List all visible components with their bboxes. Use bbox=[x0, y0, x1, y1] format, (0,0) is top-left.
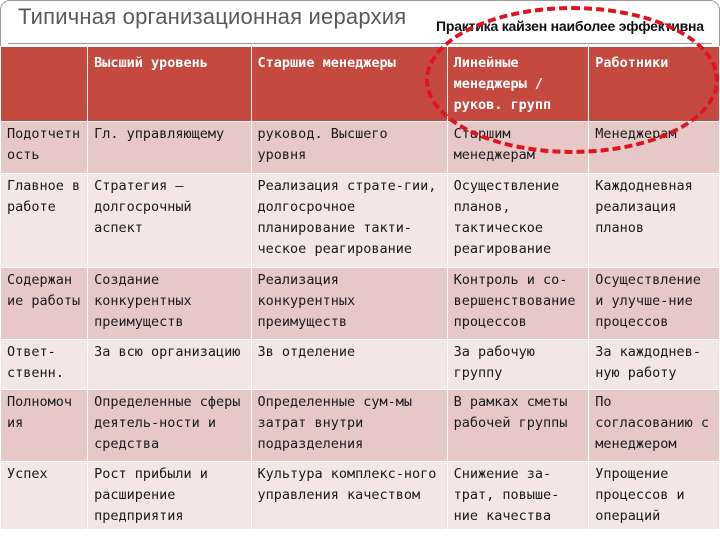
table-row bbox=[1, 462, 720, 530]
page-title: Типичная организационная иерархия bbox=[18, 4, 407, 29]
row-label: Подотчетн ость bbox=[1, 122, 88, 174]
row-label: Содержан ие работы bbox=[1, 268, 88, 340]
table-cell: Осуществление и улучше-ние процессов bbox=[589, 268, 720, 340]
table-cell: В рамках сметы рабочей группы bbox=[447, 390, 589, 462]
table-cell: Снижение за-трат, повыше-ние качества bbox=[447, 462, 589, 530]
table-cell: Создание конкурентных преимуществ bbox=[88, 268, 251, 340]
table-cell: Реализация страте-гии, долгосрочное планирование такти-ческое реагирование bbox=[251, 174, 447, 268]
table-row bbox=[1, 390, 720, 462]
table-cell: Зв отделение bbox=[251, 340, 447, 390]
row-label: Успех bbox=[1, 462, 88, 530]
table-cell: Определенные сум-мы затрат внутри подразделения bbox=[251, 390, 447, 462]
header-cell-corner bbox=[1, 47, 88, 122]
table-cell: Реализация конкурентных преимуществ bbox=[251, 268, 447, 340]
table-row bbox=[1, 340, 720, 390]
table-cell: руковод. Высшего уровня bbox=[251, 122, 447, 174]
table-cell: Упрощение процессов и операций bbox=[589, 462, 720, 530]
header-cell-senior-managers: Старшие менеджеры bbox=[251, 47, 447, 122]
row-label: Полномоч ия bbox=[1, 390, 88, 462]
table-cell: Стратегия – долгосрочный аспект bbox=[88, 174, 251, 268]
table-cell: Старшим менеджерам bbox=[447, 122, 589, 174]
table-cell: Культура комплекс-ного управления качеством bbox=[251, 462, 447, 530]
table-row bbox=[1, 174, 720, 268]
kaizen-callout: Практика кайзен наиболее эффективна bbox=[436, 18, 704, 34]
table-cell: Контроль и со-вершенствование процессов bbox=[447, 268, 589, 340]
table-cell: Осуществление планов, тактическое реагирование bbox=[447, 174, 589, 268]
table-cell: Менеджерам bbox=[589, 122, 720, 174]
header-cell-workers: Работники bbox=[589, 47, 720, 122]
table-cell: Рост прибыли и расширение предприятия bbox=[88, 462, 251, 530]
header-cell-line-managers: Линейные менеджеры / руков. групп bbox=[447, 47, 589, 122]
table-cell: Гл. управляющему bbox=[88, 122, 251, 174]
row-label: Главное в работе bbox=[1, 174, 88, 268]
table-cell: За рабочую группу bbox=[447, 340, 589, 390]
header-cell-top-level: Высший уровень bbox=[88, 47, 251, 122]
table-row bbox=[1, 122, 720, 174]
table-cell: Каждодневная реализация планов bbox=[589, 174, 720, 268]
table-cell: Определенные сферы деятель-ности и средства bbox=[88, 390, 251, 462]
row-label: Ответ-ственн. bbox=[1, 340, 88, 390]
table-cell: За всю организацию bbox=[88, 340, 251, 390]
table-cell: По согласованию с менеджером bbox=[589, 390, 720, 462]
table-row bbox=[1, 268, 720, 340]
table-cell: За каждоднев-ную работу bbox=[589, 340, 720, 390]
hierarchy-table bbox=[0, 46, 720, 530]
title-divider bbox=[8, 43, 712, 44]
header-row bbox=[1, 47, 720, 122]
